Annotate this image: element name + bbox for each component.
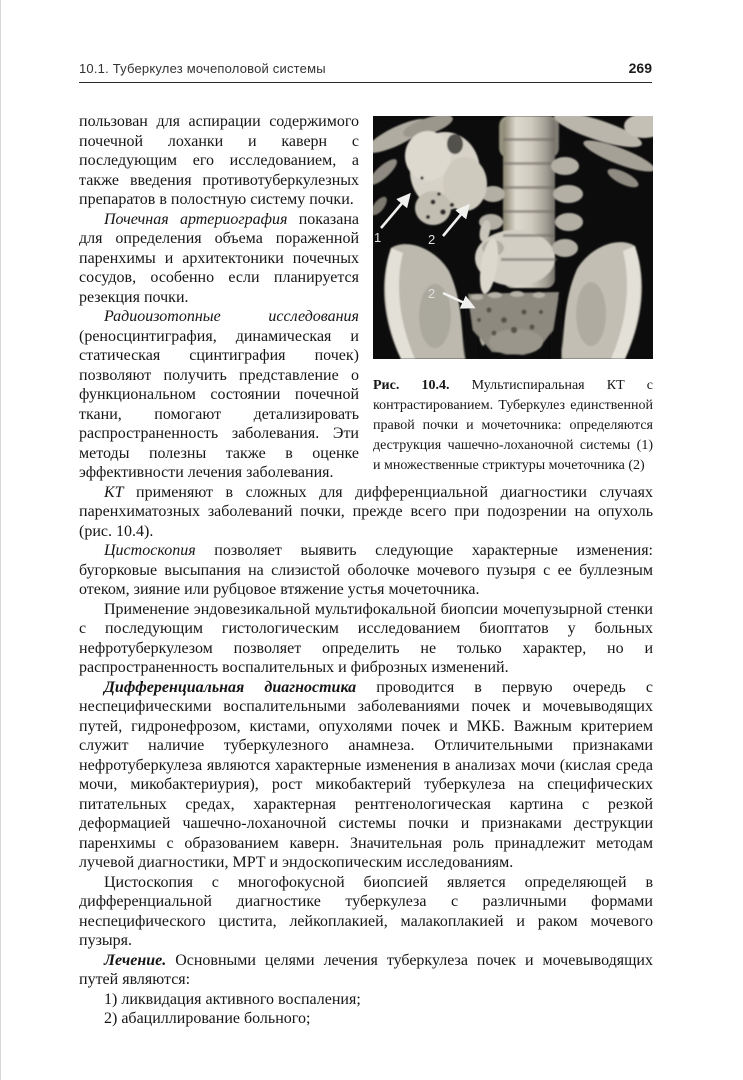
- page-content: [79, 112, 653, 1029]
- paragraph: [79, 541, 653, 600]
- paragraph: [79, 951, 653, 990]
- figure-10-4: [373, 116, 653, 476]
- paragraph-lead: Радиоизотопные исследования: [104, 308, 359, 325]
- arrow-2a-label: 2: [428, 232, 436, 247]
- list-item: 2) абациллирование больного;: [104, 1010, 311, 1027]
- paragraph-text: пользован для аспирации содержимого почечной лоханки и каверн с последующим его исследованием, а также введения противотуберкулезных препаратов в полостную систему почки.: [79, 113, 359, 208]
- paragraph-text: применяют в сложных для дифференциальной диагностики случаях паренхиматозных заболеваний почки, прежде всего при подозрении на опухоль (рис. 10.4).: [79, 483, 653, 540]
- list-item: 1) ликвидация активного воспаления;: [104, 990, 361, 1008]
- page-number: 269: [628, 60, 652, 76]
- paragraph-text: показана для определения объема пораженной паренхимы и архитектоники почечных сосудов, особенно если планируется резекция почки.: [79, 210, 359, 306]
- paragraph-text: Основными целями лечения туберкулеза почек и мочевыводящих путей являются:: [79, 951, 653, 988]
- arrow-2b-label: 2: [428, 286, 436, 301]
- paragraph: [79, 600, 653, 678]
- paragraph: [79, 873, 653, 951]
- arrow-1-label: 1: [374, 230, 382, 245]
- paragraph-lead: Дифференциальная диагностика: [104, 678, 357, 696]
- figure-caption: [373, 376, 653, 476]
- paragraph-lead: Лечение.: [104, 951, 167, 969]
- figure-caption-text: Мультиспиральная КТ с контрастированием. Туберкулез единственной правой почки и мочеточника: определяются деструкция чашечно-лоханочной системы (1) и множественные стриктуры мочеточника (2): [373, 378, 653, 473]
- paragraph: [79, 483, 653, 542]
- section-title: 10.1. Туберкулез мочеполовой системы: [79, 61, 326, 76]
- paragraph-lead: Почечная артериография: [104, 210, 288, 228]
- paragraph-lead: КТ: [104, 483, 124, 501]
- paragraph-lead: Цистоскопия: [104, 542, 196, 559]
- paragraph-text: Цистоскопия с многофокусной биопсией является определяющей в дифференциальной диагностике туберкулеза с различными формами неспецифического цистита, лейкоплакией, малакоплакией и раком мочевого пузыря.: [79, 873, 653, 949]
- paragraph-text: позволяет выявить следующие характерные изменения: бугорковые высыпания на слизистой оболочке мочевого пузыря с ее буллезным отеком, зияние или рубцовое втяжение устья мочеточника.: [79, 542, 653, 598]
- ct-image: [373, 116, 653, 359]
- paragraph: [79, 678, 653, 873]
- paragraph-text: проводится в первую очередь с неспецифическими воспалительными заболеваниями почек и мочевыводящих путей, гидронефрозом, кистами, опухолями почек и МКБ. Важным критерием служит наличие туберкулезного анамнеза. Отличительными признаками нефротуберкулеза являются характерные изменения в анализах мочи (кислая среда мочи, микобактериурия), рост микобактерий туберкулеза на специфических питательных средах, характерная рентгенологическая картина с резкой деформацией чашечно-лоханочной системы почки и признаками деструкции паренхимы с образованием каверн. Значительная роль принадлежит методам лучевой диагностики, МРТ и эндоскопическим исследованиям.: [79, 678, 653, 871]
- paragraph-text: (реносцинтиграфия, динамическая и статическая сцинтиграфия почек) позволяют получить представление о функциональном состоянии почечной ткани, помогают детализировать распространенность заболевания. Эти методы полезны также в оценке эффективности лечения заболевания.: [79, 327, 359, 481]
- running-head: [79, 60, 652, 83]
- paragraph-text: Применение эндовезикальной мультифокальной биопсии мочепузырной стенки с последующим гистологическим исследованием биоптатов у больных нефротуберкулезом позволяет определить не только характер, но и распространенность воспалительных и фиброзных изменений.: [79, 600, 653, 676]
- figure-caption-label: Рис. 10.4.: [373, 378, 450, 393]
